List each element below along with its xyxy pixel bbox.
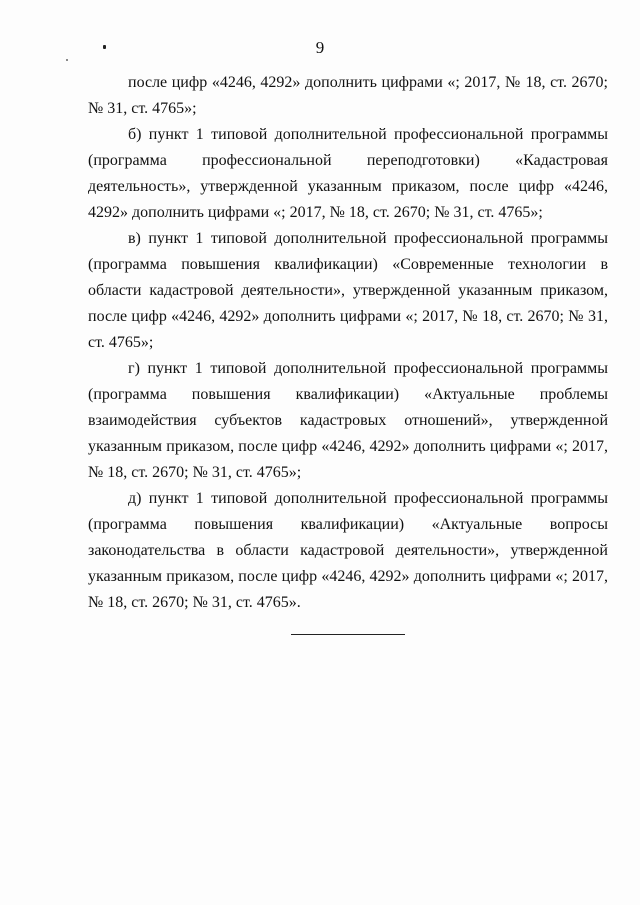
document-body bbox=[88, 70, 608, 616]
paragraph-item-d: д) пункт 1 типовой дополнительной профессиональной программы (программа повышения квалификации) «Актуальные вопросы законодательства в области кадастровой деятельности», утвержденной указанным приказом, после цифр «4246, 4292» дополнить цифрами «; 2017, № 18, ст. 2670; № 31, ст. 4765». bbox=[88, 490, 608, 611]
paragraph-item-v: в) пункт 1 типовой дополнительной профессиональной программы (программа повышения квалификации) «Современные технологии в области кадастровой деятельности», утвержденной указанным приказом, после цифр «4246, 4292» дополнить цифрами «; 2017, № 18, ст. 2670; № 31, ст. 4765»; bbox=[88, 230, 608, 351]
page-number: 9 bbox=[315, 38, 325, 57]
paragraph-item-g: г) пункт 1 типовой дополнительной профессиональной программы (программа повышения квалификации) «Актуальные проблемы взаимодействия субъектов кадастровых отношений», утвержденной указанным приказом, после цифр «4246, 4292» дополнить цифрами «; 2017, № 18, ст. 2670; № 31, ст. 4765»; bbox=[88, 360, 608, 481]
scan-speck bbox=[66, 59, 68, 61]
paragraph-continuation: после цифр «4246, 4292» дополнить цифрами «; 2017, № 18, ст. 2670; № 31, ст. 4765»; bbox=[88, 74, 608, 117]
paragraph-item-b: б) пункт 1 типовой дополнительной профессиональной программы (программа профессиональной переподготовки) «Кадастровая деятельность», утвержденной указанным приказом, после цифр «4246, 4292» дополнить цифрами «; 2017, № 18, ст. 2670; № 31, ст. 4765»; bbox=[88, 126, 608, 221]
end-separator-line bbox=[291, 634, 405, 635]
